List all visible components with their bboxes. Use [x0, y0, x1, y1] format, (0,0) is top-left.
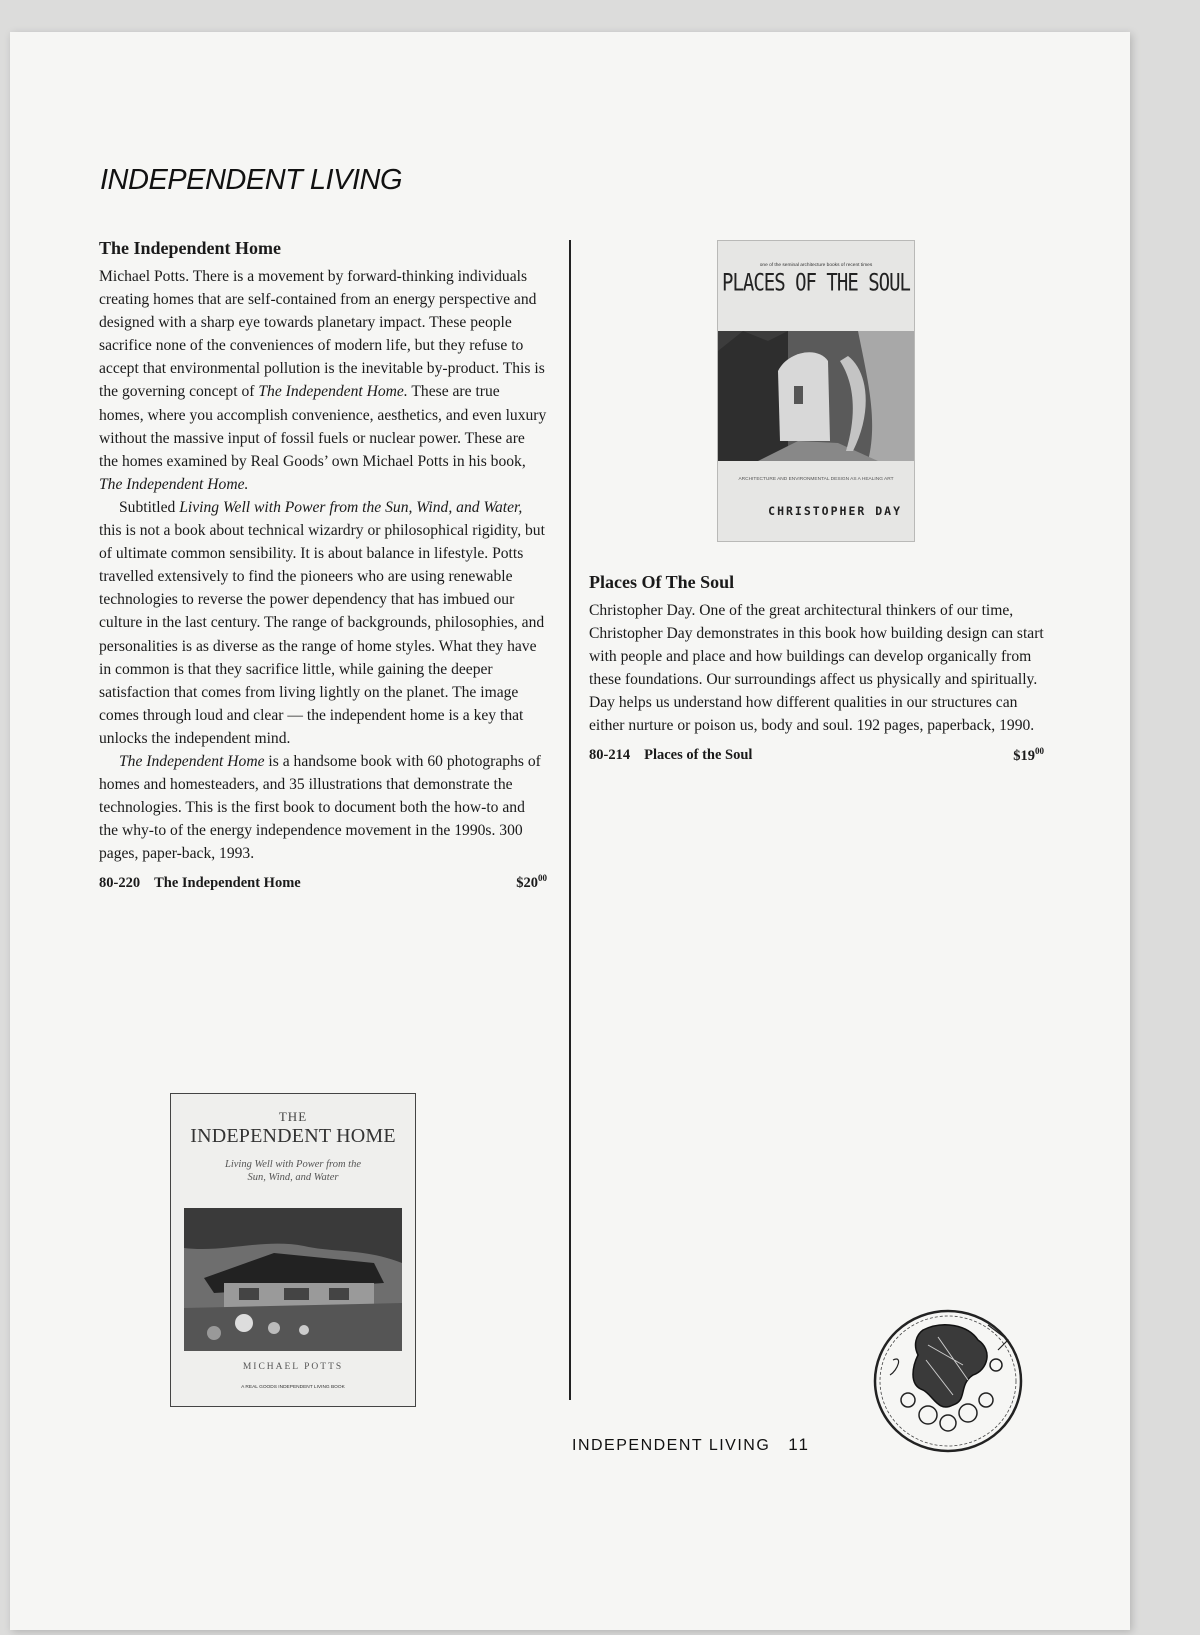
article-title: The Independent Home: [99, 238, 282, 258]
article-title: Places Of The Soul: [589, 572, 735, 592]
article-body: [99, 265, 547, 865]
cover-title: PLACES OF THE SOUL: [722, 269, 910, 297]
footer-section-label: INDEPENDENT LIVING: [572, 1437, 771, 1454]
cover-subtitle: Living Well with Power from the Sun, Wind, and Water: [224, 1159, 361, 1183]
order-title: Places of the Soul: [644, 747, 753, 764]
order-code: 80-214: [589, 747, 631, 764]
cover-author: CHRISTOPHER DAY: [768, 504, 902, 518]
page-number: 11: [788, 1435, 810, 1454]
book-cover-independent-home: [170, 1093, 416, 1407]
cover-tagline: one of the seminal architecture books of recent times: [759, 263, 873, 268]
body-paragraph: Christopher Day. One of the great architectural thinkers of our time, Christopher Day demonstrates in this book how building design can start with people and place and how buildings can develop organically from these foundations. Our surroundings affect us physically and spiritually. Day helps us understand how different qualities in our structures can either nurture or poison us, body and soul. 192 pages, paperback, 1990.: [589, 602, 1044, 735]
price: $\$19^{00}$: [1013, 745, 1044, 764]
body-paragraph: Subtitled Living Well with Power from the Sun, Wind, and Water, this is not a book about technical wizardry or philosophical rigidity, but of ultimate common sensibility. It is about balance in lifestyle. Potts travelled extensively to find the pioneers who are using renewable technologies to reverse the power dependency that has imbued our culture in the last century. The range of backgrounds, philosophies, and personalities is as diverse as the range of home styles. What they have in common is that they sacrifice little, while gaining the deeper satisfaction that comes from living lightly on the planet. The image comes through loud and clear — the independent home is a key that unlocks the independent mind.: [99, 498, 545, 747]
column-divider: [569, 240, 571, 1400]
article-places-of-the-soul: [589, 572, 1044, 764]
cover-series: A REAL GOODS INDEPENDENT LIVING BOOK: [241, 1385, 345, 1390]
article-body: [589, 599, 1044, 738]
order-code: 80-220: [99, 875, 141, 892]
cover-title: INDEPENDENT HOME: [190, 1125, 396, 1147]
order-row: [99, 873, 547, 892]
cover-photo: [184, 1208, 402, 1351]
body-paragraph: The Independent Home is a handsome book with 60 photographs of homes and homesteaders, and 35 illustrations that demonstrate the technologies. This is the first book to document both the how-to and the why-to of the energy independence movement in the 1990s. 300 pages, paper-back, 1993.: [99, 752, 541, 863]
price: $\$20^{00}$: [516, 873, 547, 892]
book-cover-places-of-the-soul: [717, 240, 915, 542]
cover-the: THE: [278, 1109, 308, 1124]
section-title: INDEPENDENT LIVING: [100, 164, 402, 196]
globe-illustration: [868, 1305, 1028, 1457]
cover-author: MICHAEL POTTS: [242, 1362, 344, 1372]
order-title: The Independent Home: [154, 875, 301, 892]
page-footer: [572, 1435, 810, 1455]
body-paragraph: Michael Potts. There is a movement by forward-thinking individuals creating homes that are self-contained from an energy perspective and designed with a sharp eye towards planetary impact. These people sacrifice none of the conveniences of modern life, but they refuse to accept that environmental pollution is the inevitable by-product. This is the governing concept of The Independent Home. These are true homes, where you accomplish convenience, aesthetics, and even luxury without the massive input of fossil fuels or nuclear power. These are the homes examined by Real Goods’ own Michael Potts in his book, The Independent Home.: [99, 268, 547, 493]
cover-subtitle: ARCHITECTURE AND ENVIRONMENTAL DESIGN AS A HEALING ART: [738, 477, 894, 482]
cover-photo: [718, 331, 914, 461]
article-independent-home: [99, 238, 547, 892]
order-row: [589, 746, 1044, 765]
